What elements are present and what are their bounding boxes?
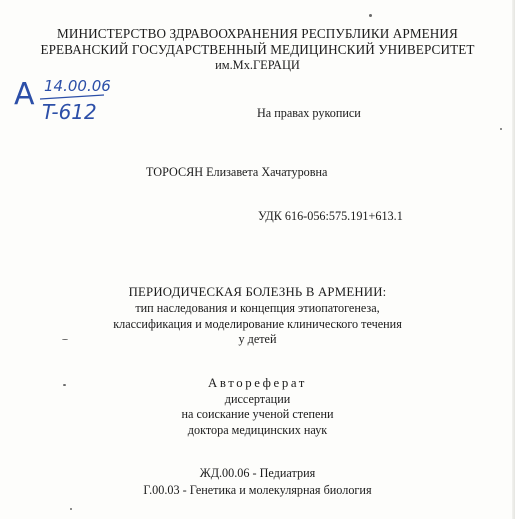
document-type-line-2: диссертации — [224, 392, 291, 406]
scan-speck — [70, 508, 72, 510]
stamp-date: 14.00.06 — [44, 77, 111, 95]
scan-speck — [62, 339, 68, 340]
dissertation-title: ПЕРИОДИЧЕСКАЯ БОЛЕЗНЬ В АРМЕНИИ: — [128, 285, 387, 299]
specialty-pediatrics: ЖД.00.06 - Педиатрия — [199, 466, 316, 480]
document-type-line-4: доктора медицинских наук — [187, 423, 328, 437]
title-line-2: тип наследования и концепция этиопатогенеза, — [135, 301, 380, 315]
scan-speck — [63, 384, 66, 386]
scan-speck — [369, 14, 372, 17]
university-heading: ЕРЕВАНСКИЙ ГОСУДАРСТВЕННЫЙ МЕДИЦИНСКИЙ УНИВЕРСИТЕТ — [40, 42, 475, 57]
manuscript-note: На правах рукописи — [257, 106, 361, 120]
document-type-label: Автореферат — [208, 376, 307, 390]
ministry-heading: МИНИСТЕРСТВО ЗДРАВООХРАНЕНИЯ РЕСПУБЛИКИ АРМЕНИЯ — [57, 26, 458, 41]
title-line-3: классификация и моделирование клинического течения — [113, 317, 402, 331]
specialty-genetics: Г.00.03 - Генетика и молекулярная биология — [143, 483, 372, 497]
university-named-after: им.Мх.ГЕРАЦИ — [215, 58, 300, 72]
stamp-letter: A — [14, 77, 35, 112]
author-name: ТОРОСЯН Елизавета Хачатуровна — [146, 165, 328, 179]
udk-code: УДК 616-056:575.191+613.1 — [258, 209, 403, 223]
stamp-code: T-612 — [42, 100, 97, 124]
title-line-4: у детей — [238, 332, 277, 346]
scan-speck — [500, 128, 502, 130]
document-type-line-3: на соискание ученой степени — [181, 407, 334, 421]
